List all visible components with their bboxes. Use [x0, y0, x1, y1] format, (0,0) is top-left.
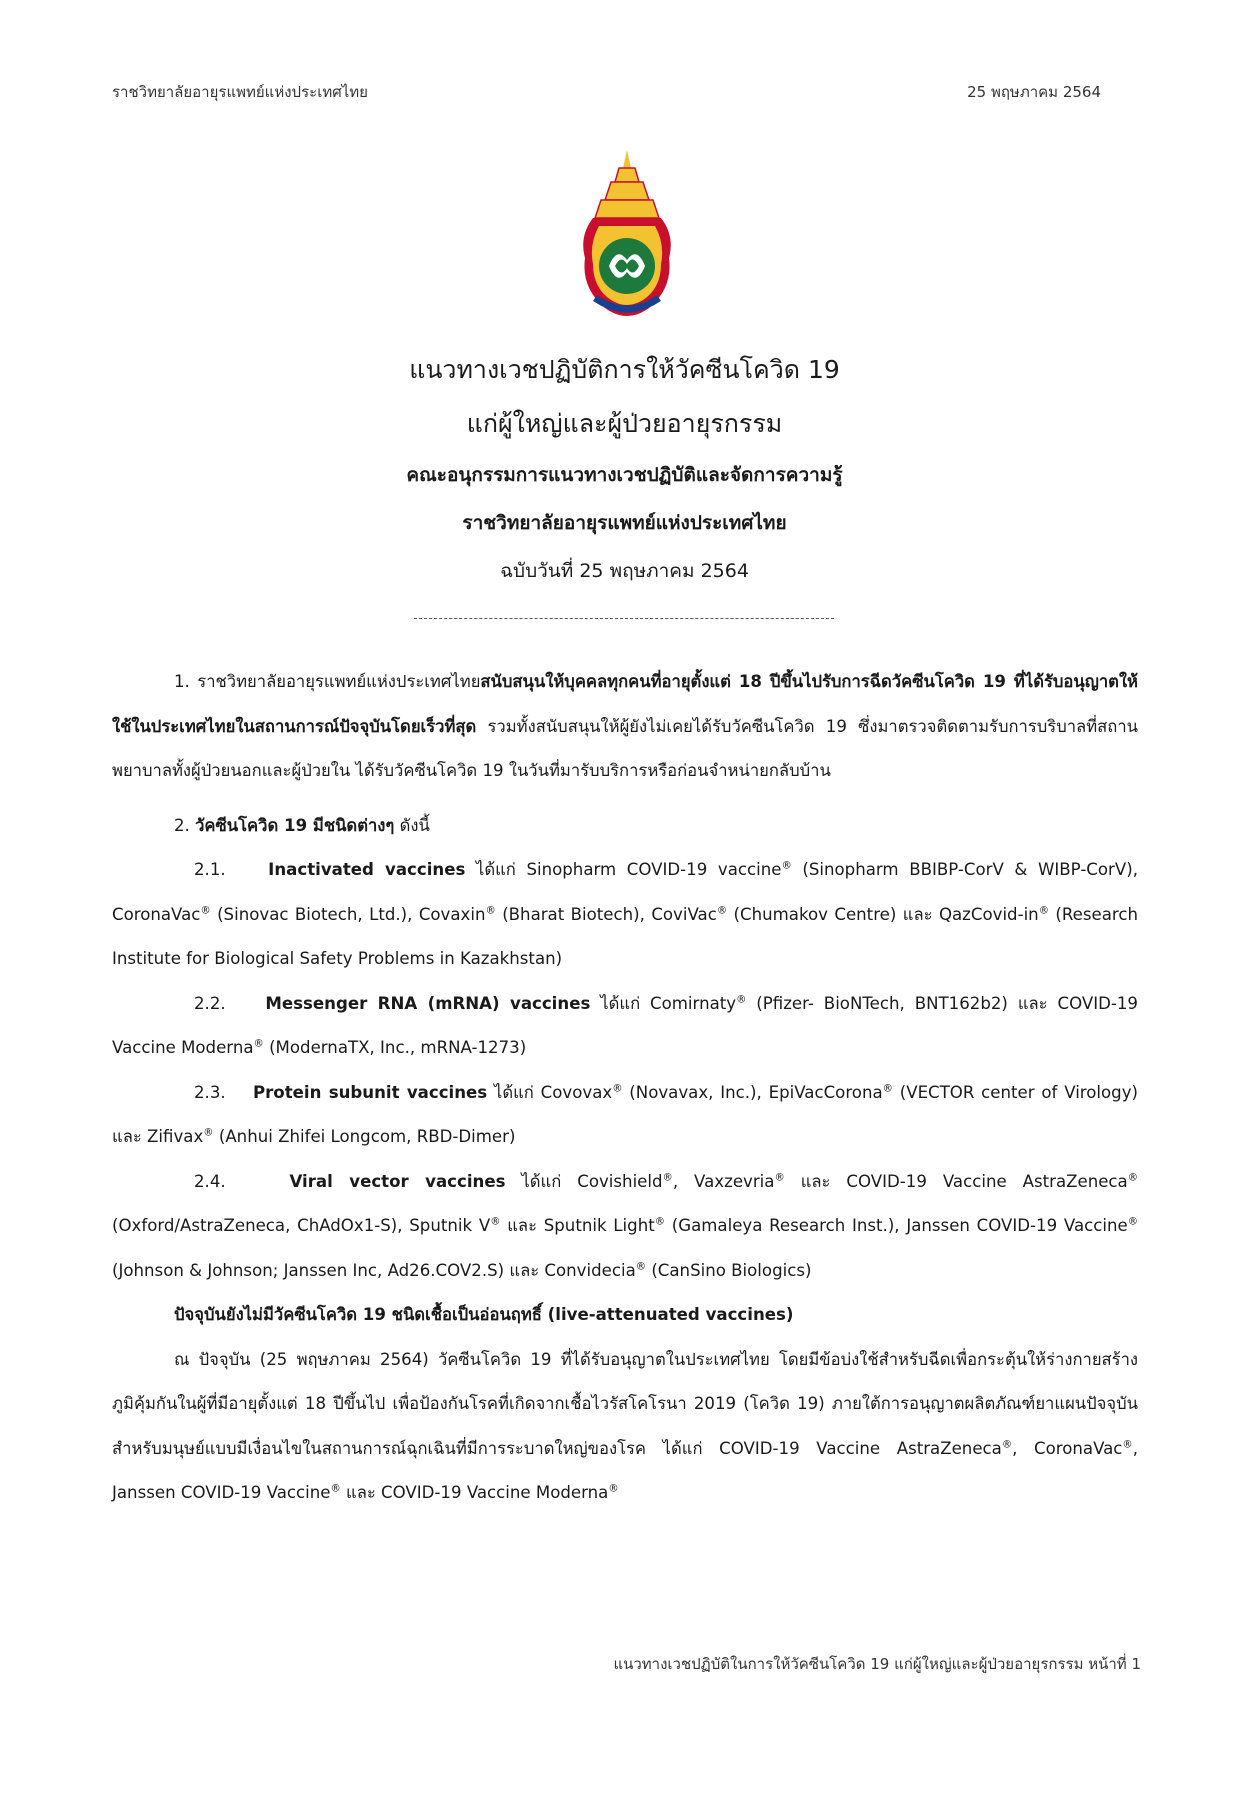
section-2-1-text: ได้แก่ Sinopharm COVID-19 vaccine® (Sinopharm BBIBP-CorV & WIBP-CorV), CoronaVac® (Sinovac Biotech, Ltd.), Covaxin® (Bharat Biotech), CoviVac® (Chumakov Centre) และ QazCovid-in® (Research Institute for Biological Safety Problems in Kazakhstan) — [112, 859, 1138, 968]
section-2-text: ดังนี้ — [394, 815, 430, 835]
section-2-4-num: 2.4. — [194, 1171, 226, 1191]
organization-name: ราชวิทยาลัยอายุรแพทย์แห่งประเทศไทย — [462, 512, 787, 534]
section-1-text: รวมทั้งสนับสนุนให้ผู้ยังไม่เคยได้รับวัคซีนโควิด 19 ซึ่งมาตรวจติดตามรับการบริบาลที่สถานพยาบาลทั้งผู้ป่วยนอกและผู้ป่วยใน ได้รับวัคซีนโควิด 19 ในวันที่มารับบริการหรือก่อนจำหน่ายกลับบ้าน — [112, 716, 1138, 780]
section-2-2-text: ได้แก่ Comirnaty® (Pfizer- BioNTech, BNT162b2) และ COVID-19 Vaccine Moderna® (ModernaTX, Inc., mRNA-1273) — [112, 992, 1138, 1057]
edition-date: ฉบับวันที่ 25 พฤษภาคม 2564 — [500, 560, 749, 582]
document-title: แนวทางเวชปฏิบัติการให้วัคซีนโควิด 19 — [409, 355, 840, 384]
section-2-2-num: 2.2. — [194, 993, 226, 1013]
section-1-intro: 1. ราชวิทยาลัยอายุรแพทย์แห่งประเทศไทย — [174, 672, 481, 691]
title-divider — [414, 618, 834, 619]
header-org: ราชวิทยาลัยอายุรแพทย์แห่งประเทศไทย — [112, 83, 368, 101]
college-emblem-logo — [575, 148, 679, 324]
section-2-4 — [112, 1160, 1138, 1294]
section-2-2-bold: Messenger RNA (mRNA) vaccines — [265, 993, 591, 1013]
section-2-3-bold: Protein subunit vaccines — [252, 1082, 488, 1102]
section-2-1-num: 2.1. — [194, 860, 226, 879]
section-1-bold: สนับสนุนให้บุคคลทุกคนที่อายุตั้งแต่ 18 ปีขึ้นไปรับการฉีดวัคซีนโควิด 19 ที่ได้รับอนุญาตให้ใช้ในประเทศไทยในสถานการณ์ปัจจุบันโดยเร็วที่สุด — [112, 672, 1138, 736]
section-2-1 — [112, 848, 1138, 982]
section-2-3-num: 2.3. — [194, 1082, 226, 1102]
section-2-2 — [112, 982, 1138, 1071]
section-2-3-text: ได้แก่ Covovax® (Novavax, Inc.), EpiVacCorona® (VECTOR center of Virology) และ Zifivax® (Anhui Zhifei Longcom, RBD-Dimer) — [112, 1081, 1139, 1146]
note-heading — [112, 1293, 1138, 1338]
committee-name: คณะอนุกรรมการแนวทางเวชปฏิบัติและจัดการความรู้ — [406, 464, 843, 486]
section-2-num: 2. — [174, 815, 196, 835]
header-date: 25 พฤษภาคม 2564 — [967, 83, 1101, 101]
section-2-1-bold: Inactivated vaccines — [268, 860, 466, 879]
section-2-4-text: ได้แก่ Covishield®, Vaxzevria® และ COVID-19 Vaccine AstraZeneca® (Oxford/AstraZeneca, ChAdOx1-S), Sputnik V® และ Sputnik Light® (Gamaleya Research Inst.), Janssen COVID-19 Vaccine® (Johnson & Johnson; Janssen Inc, Ad26.COV2.S) และ Convidecia® (CanSino Biologics) — [112, 1170, 1138, 1280]
note-heading-text: ปัจจุบันยังไม่มีวัคซีนโควิด 19 ชนิดเชื้อเป็นอ่อนฤทธิ์ (live-attenuated vaccines) — [174, 1305, 794, 1324]
section-2-4-bold: Viral vector vaccines — [289, 1171, 506, 1191]
page-footer: แนวทางเวชปฏิบัติในการให้วัคซีนโควิด 19 แก่ผู้ใหญ่และผู้ป่วยอายุรกรรม หน้าที่ 1 — [613, 1655, 1141, 1673]
section-2-3 — [112, 1071, 1138, 1160]
section-2 — [112, 804, 1138, 849]
section-1 — [112, 660, 1138, 794]
section-2-bold: วัคซีนโควิด 19 มีชนิดต่างๆ — [195, 815, 395, 835]
document-body — [112, 660, 1138, 1516]
document-subtitle: แก่ผู้ใหญ่และผู้ป่วยอายุรกรรม — [466, 409, 783, 438]
note-paragraph: ณ ปัจจุบัน (25 พฤษภาคม 2564) วัคซีนโควิด 19 ที่ได้รับอนุญาตในประเทศไทย โดยมีข้อบ่งใช้สำหรับฉีดเพื่อกระตุ้นให้ร่างกายสร้างภูมิคุ้มกันในผู้ที่มีอายุตั้งแต่ 18 ปีขึ้นไป เพื่อป้องกันโรคที่เกิดจากเชื้อไวรัสโคโรนา 2019 (โควิด 19) ภายใต้การอนุญาตผลิตภัณฑ์ยาแผนปัจจุบันสำหรับมนุษย์แบบมีเงื่อนไขในสถานการณ์ฉุกเฉินที่มีการระบาดใหญ่ของโรค ได้แก่ COVID-19 Vaccine AstraZeneca®, CoronaVac®, Janssen COVID-19 Vaccine® และ COVID-19 Vaccine Moderna® — [112, 1349, 1138, 1502]
